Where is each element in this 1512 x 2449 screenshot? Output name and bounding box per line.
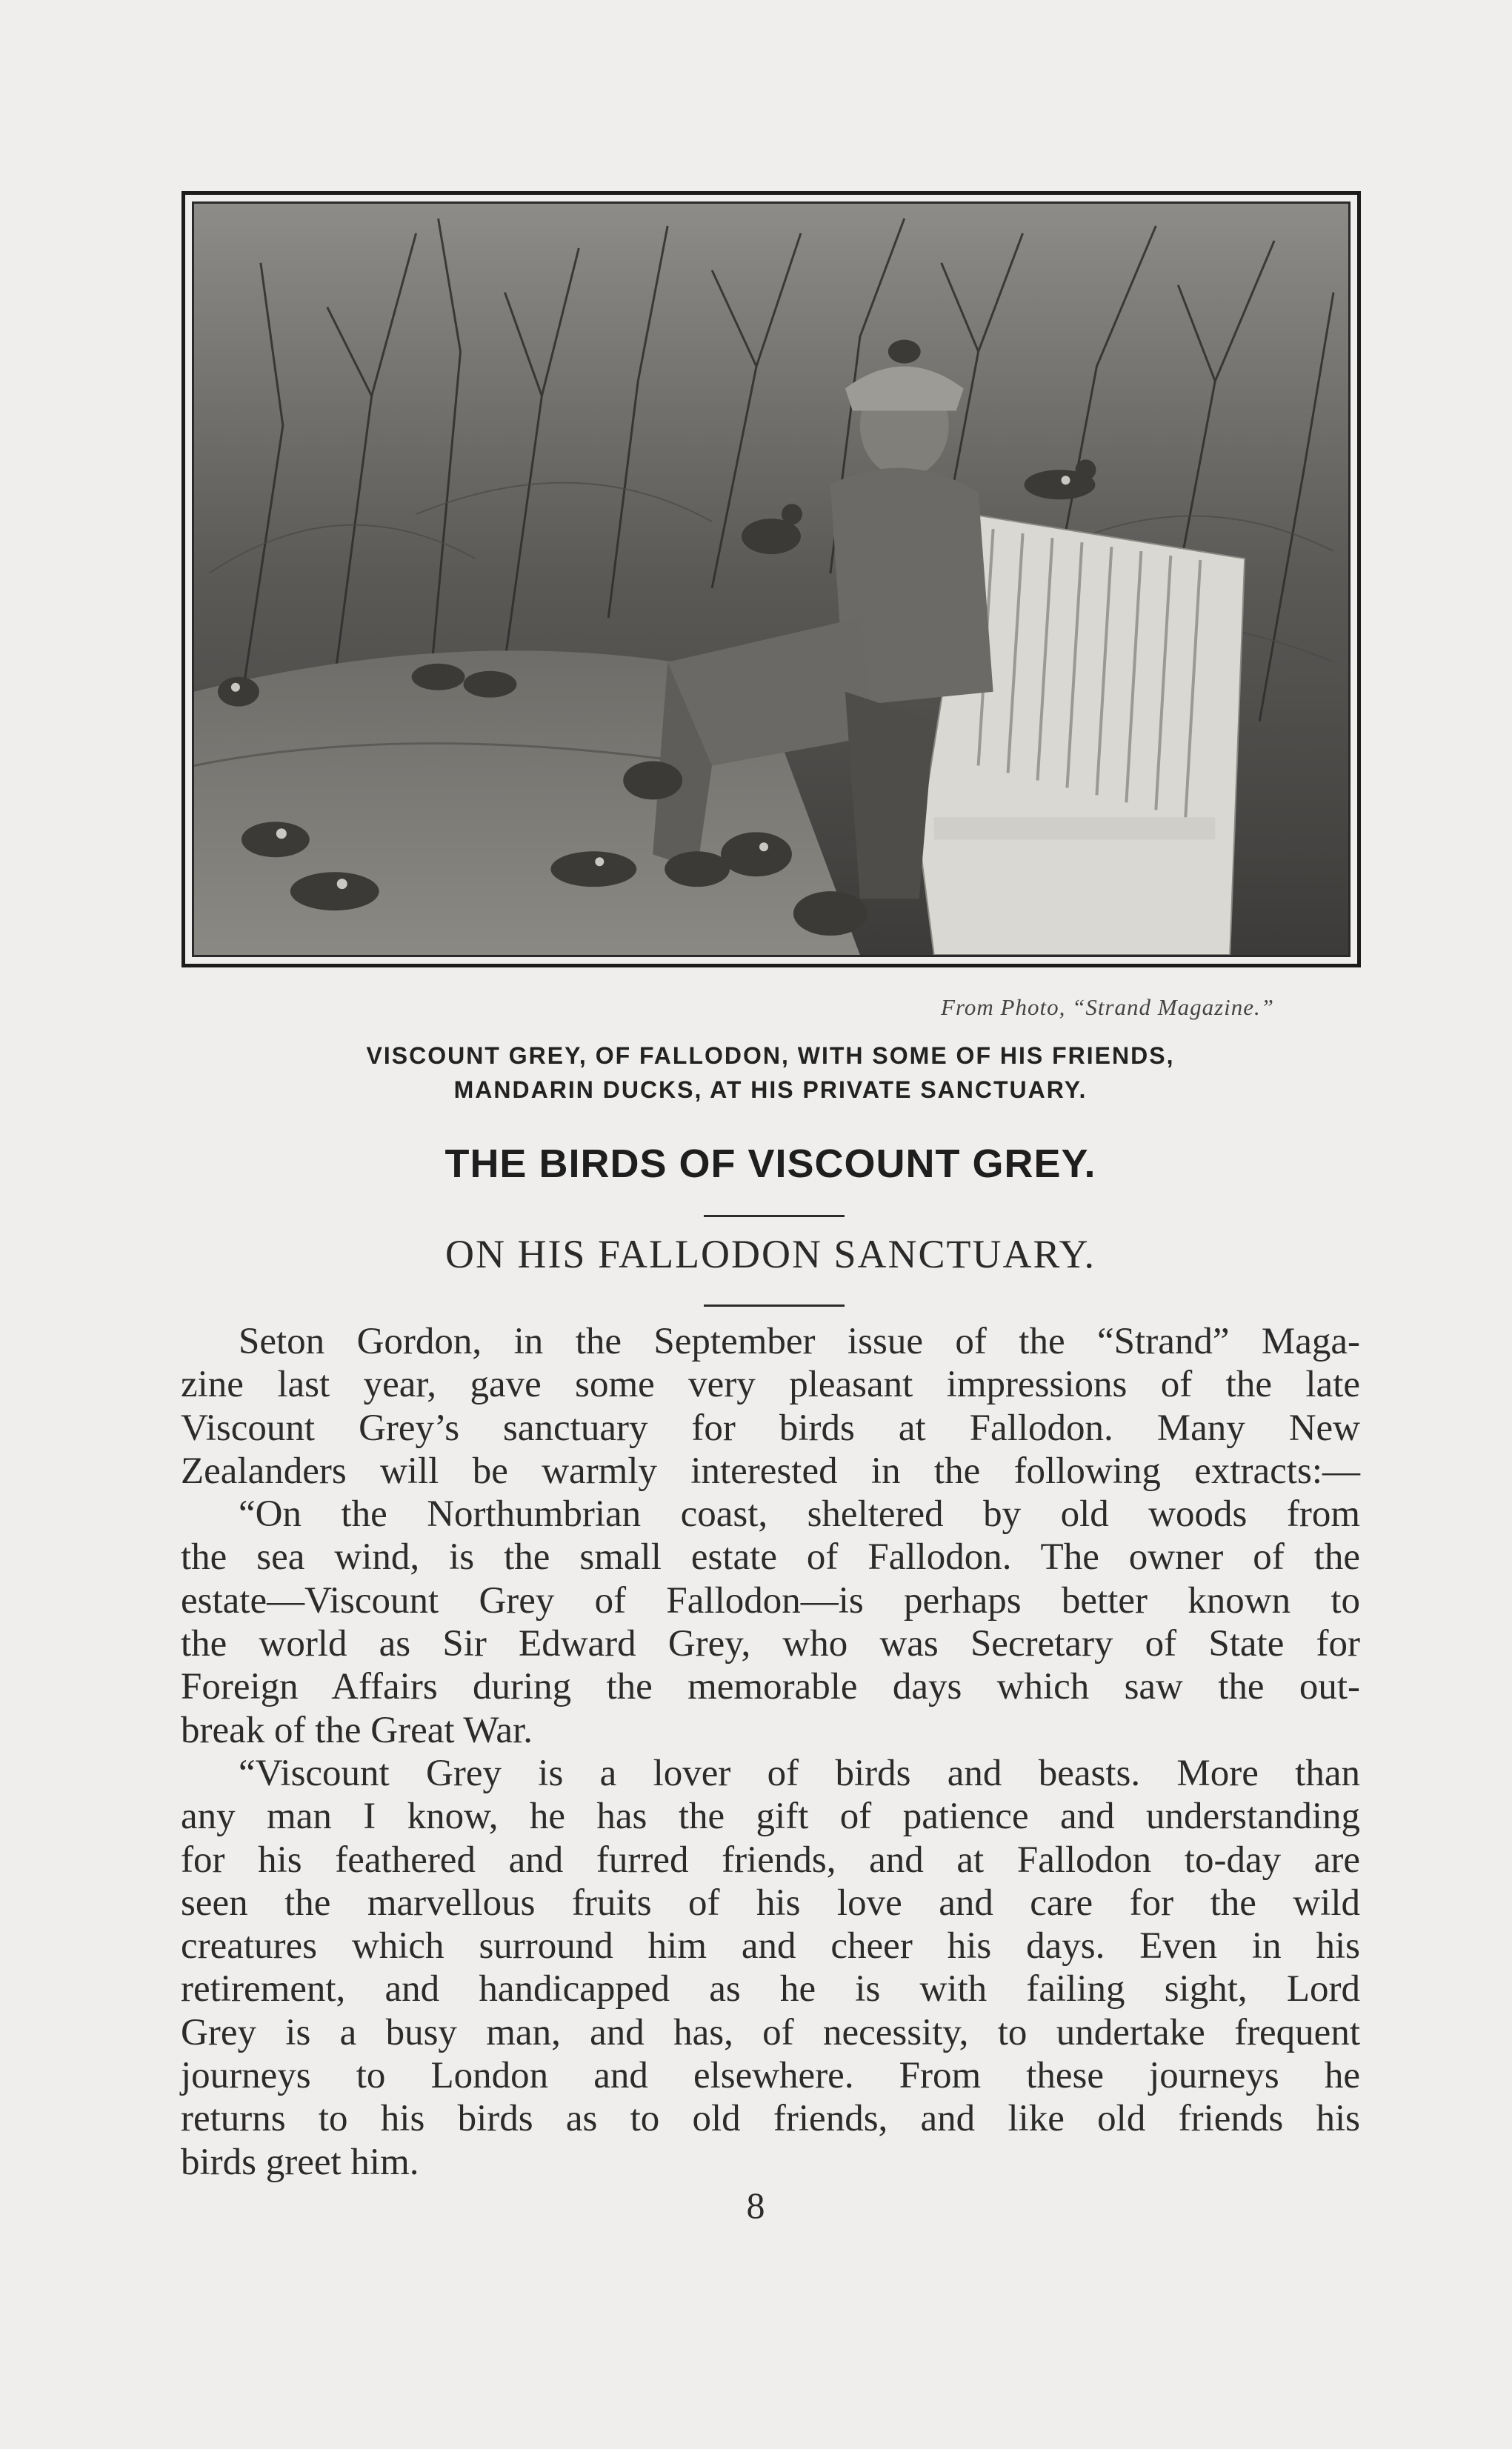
body-line: Viscount Grey’s sanctuary for birds at Fallodon. Many New	[181, 1407, 1360, 1449]
body-line: Seton Gordon, in the September issue of the “Strand” Maga-	[239, 1321, 1360, 1362]
photo-frame	[181, 191, 1361, 967]
body-line: the world as Sir Edward Grey, who was Secretary of State for	[181, 1623, 1360, 1665]
body-line: “Viscount Grey is a lover of birds and beasts. More than	[239, 1752, 1360, 1794]
body-line: for his feathered and furred friends, and at Fallodon to-day are	[181, 1839, 1360, 1881]
body-line: “On the Northumbrian coast, sheltered by old woods from	[239, 1493, 1360, 1536]
page-number: 8	[746, 2185, 765, 2226]
body-line: the sea wind, is the small estate of Fallodon. The owner of the	[181, 1536, 1360, 1579]
body-line: birds greet him.	[181, 2141, 419, 2183]
caption-line: MANDARIN DUCKS, AT HIS PRIVATE SANCTUARY.	[453, 1076, 1088, 1103]
body-line: any man I know, he has the gift of patience and understanding	[181, 1796, 1360, 1838]
body-line: Foreign Affairs during the memorable days which saw the out-	[181, 1666, 1360, 1708]
photograph-illustration	[194, 204, 1348, 955]
body-line: creatures which surround him and cheer his days. Even in his	[181, 1925, 1360, 1967]
body-line: Zealanders will be warmly interested in the following extracts:—	[181, 1450, 1360, 1492]
body-line: break of the Great War.	[181, 1709, 533, 1751]
body-line: seen the marvellous fruits of his love and care for the wild	[181, 1882, 1360, 1924]
title-divider	[704, 1215, 845, 1217]
photo-caption	[222, 1039, 1319, 1107]
body-line: journeys to London and elsewhere. From these journeys he	[181, 2055, 1360, 2097]
body-line: returns to his birds as to old friends, and like old friends his	[181, 2098, 1360, 2140]
photo-credit: From Photo, “Strand Magazine.”	[941, 994, 1274, 1020]
body-line: estate—Viscount Grey of Fallodon—is perhaps better known to	[181, 1579, 1360, 1622]
article-title: THE BIRDS OF VISCOUNT GREY.	[444, 1142, 1096, 1186]
caption-line: VISCOUNT GREY, OF FALLODON, WITH SOME OF HIS FRIENDS,	[366, 1042, 1175, 1069]
article-subtitle: ON HIS FALLODON SANCTUARY.	[444, 1232, 1096, 1276]
body-line: zine last year, gave some very pleasant impressions of the late	[181, 1364, 1360, 1406]
body-line: Grey is a busy man, and has, of necessity, to undertake frequent	[181, 2011, 1360, 2053]
article-body	[181, 1320, 1360, 2184]
subtitle-divider	[704, 1305, 845, 1307]
body-line: retirement, and handicapped as he is with failing sight, Lord	[181, 1968, 1360, 2010]
photograph-viscount-grey-with-ducks	[192, 201, 1351, 957]
